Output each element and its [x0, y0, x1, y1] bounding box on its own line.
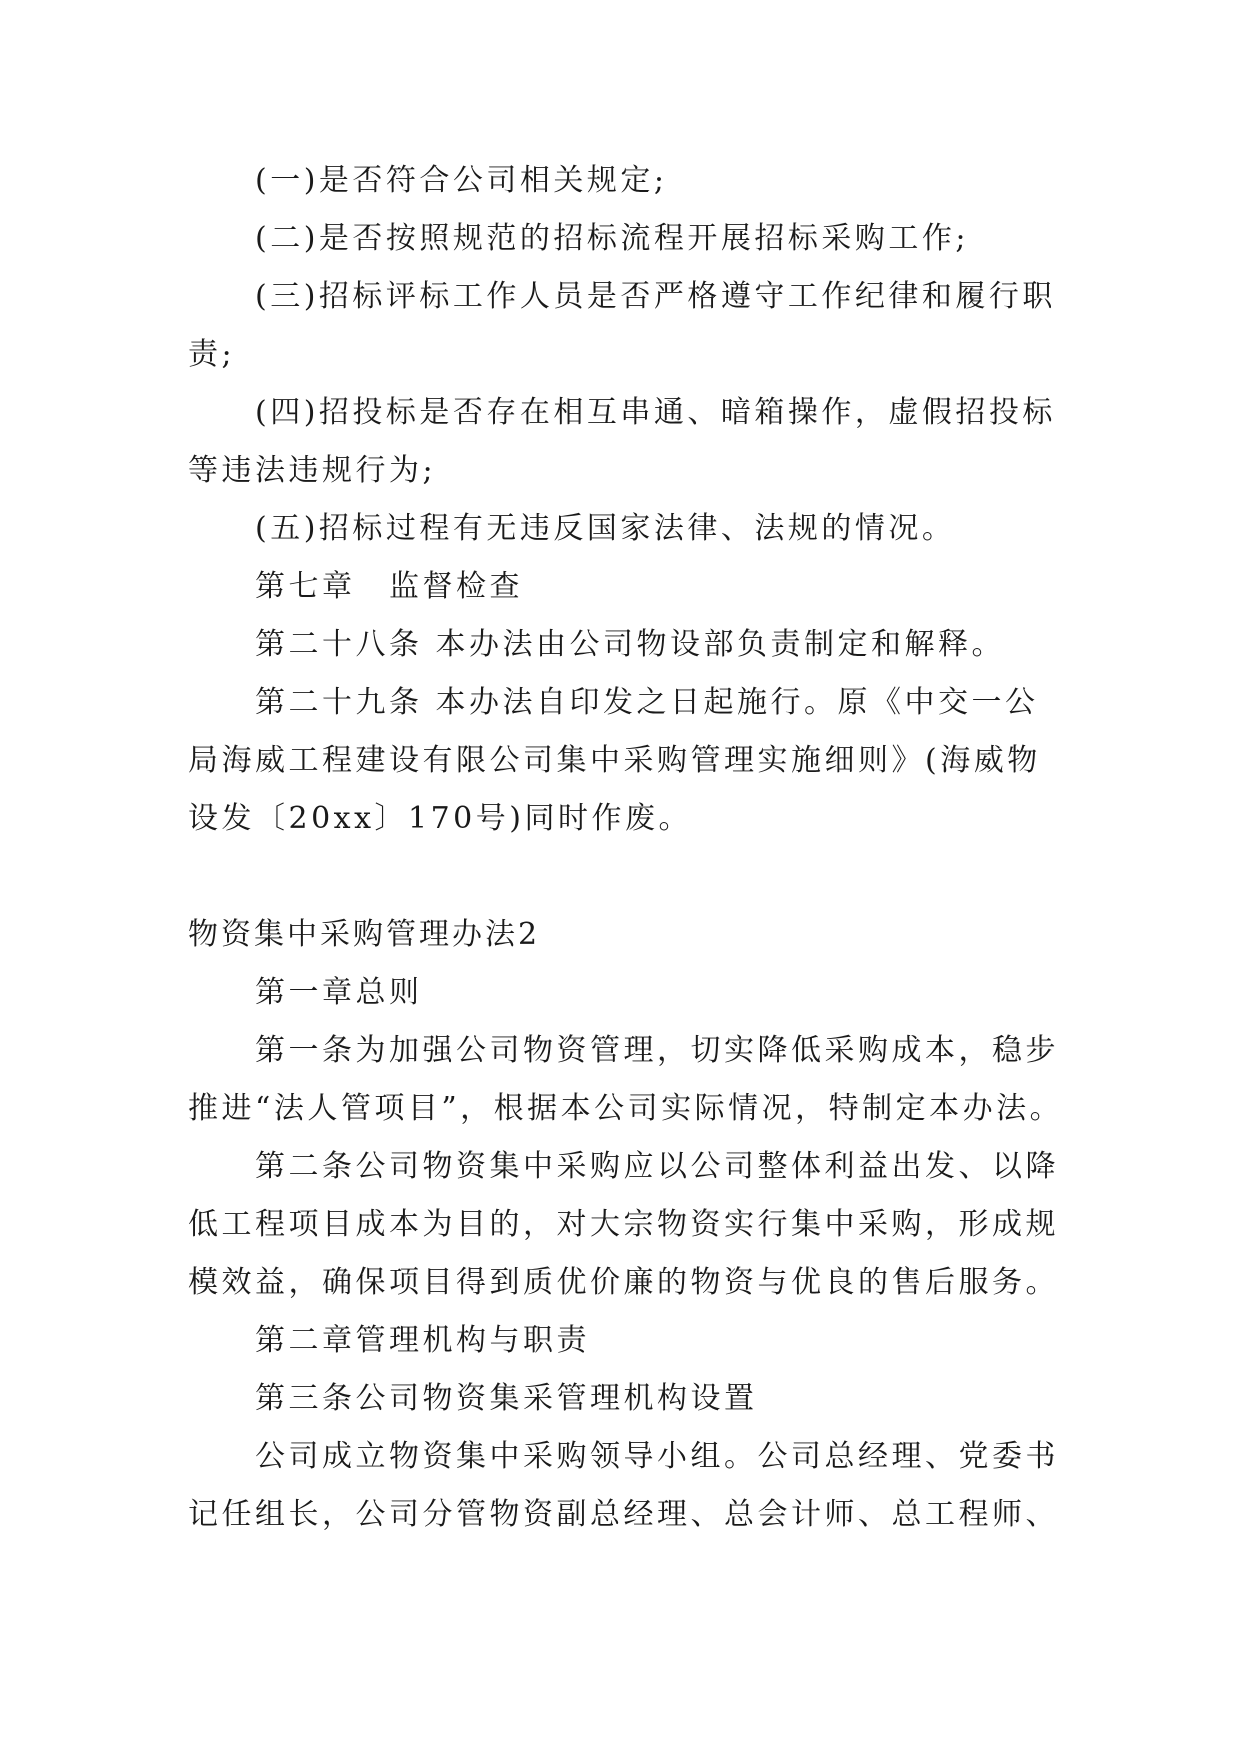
article-3: 第三条公司物资集采管理机构设置 — [255, 1381, 758, 1416]
article-1-cont: 推进“法人管项目”，根据本公司实际情况，特制定本办法。 — [188, 1091, 1064, 1126]
article-3-para: 公司成立物资集中采购领导小组。公司总经理、党委书 — [255, 1439, 1059, 1474]
article-2-cont-2: 模效益，确保项目得到质优价廉的物资与优良的售后服务。 — [188, 1265, 1059, 1300]
chapter-2-heading: 第二章管理机构与职责 — [255, 1323, 590, 1358]
clause-item-4: (四)招投标是否存在相互串通、暗箱操作，虚假招投标 — [255, 395, 1056, 430]
clause-item-3-cont: 责; — [188, 337, 236, 372]
clause-item-4-cont: 等违法违规行为; — [188, 453, 437, 488]
clause-item-3: (三)招标评标工作人员是否严格遵守工作纪律和履行职 — [255, 279, 1056, 314]
document-page — [188, 152, 1068, 1544]
article-28: 第二十八条 本办法由公司物设部负责制定和解释。 — [255, 627, 1006, 662]
article-29: 第二十九条 本办法自印发之日起施行。原《中交一公 — [255, 685, 1039, 720]
article-1: 第一条为加强公司物资管理，切实降低采购成本，稳步 — [255, 1033, 1059, 1068]
document-title: 物资集中采购管理办法2 — [188, 917, 541, 952]
article-29-cont-2: 设发〔20xx〕170号)同时作废。 — [188, 801, 692, 836]
chapter-heading: 第七章 监督检查 — [255, 569, 523, 604]
article-2: 第二条公司物资集中采购应以公司整体利益出发、以降 — [255, 1149, 1059, 1184]
clause-item-2: (二)是否按照规范的招标流程开展招标采购工作; — [255, 221, 970, 256]
clause-item-5: (五)招标过程有无违反国家法律、法规的情况。 — [255, 511, 956, 546]
chapter-1-heading: 第一章总则 — [255, 975, 423, 1010]
clause-item-1: (一)是否符合公司相关规定; — [255, 163, 668, 198]
article-3-para-cont: 记任组长，公司分管物资副总经理、总会计师、总工程师、 — [188, 1497, 1059, 1532]
section-gap — [188, 848, 1068, 906]
article-29-cont-1: 局海威工程建设有限公司集中采购管理实施细则》(海威物 — [188, 743, 1041, 778]
article-2-cont-1: 低工程项目成本为目的，对大宗物资实行集中采购，形成规 — [188, 1207, 1059, 1242]
